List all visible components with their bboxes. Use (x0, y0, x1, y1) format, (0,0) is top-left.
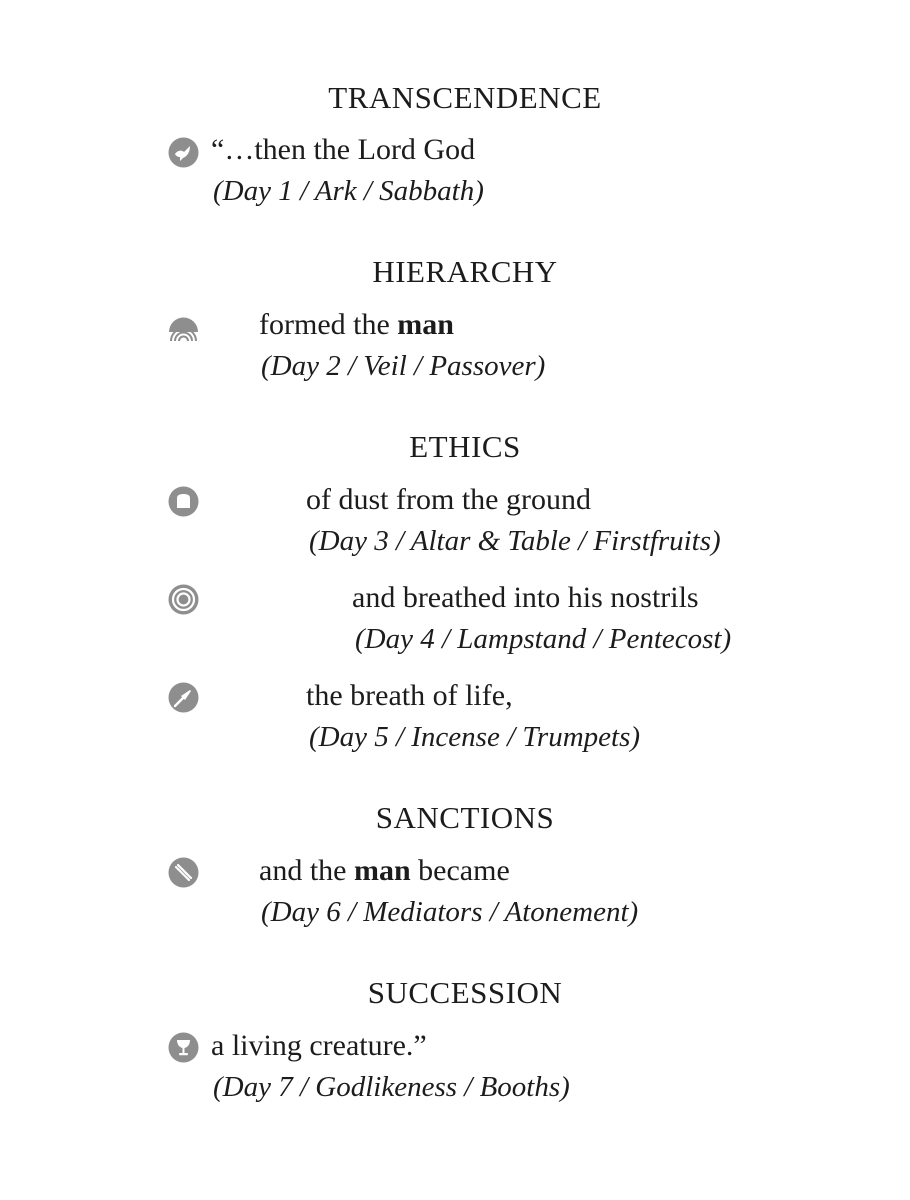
entry-1-reference: (Day 1 / Ark / Sabbath) (213, 175, 484, 207)
entry-3-text-before: of dust from the ground (306, 483, 591, 516)
entry-4-text-before: and breathed into his nostrils (352, 581, 699, 614)
entry-6-text-bold: man (353, 854, 411, 887)
entry-6-text-before: and the (259, 854, 354, 887)
chalice-icon (168, 1032, 199, 1063)
dove-icon (168, 137, 199, 168)
slashed-circle-icon (168, 857, 199, 888)
entry-5-reference: (Day 5 / Incense / Trumpets) (309, 721, 641, 753)
trumpet-icon (168, 682, 199, 713)
entry-6-text (259, 856, 510, 886)
heading-transcendence: TRANSCENDENCE (328, 80, 602, 115)
bread-icon (168, 486, 199, 517)
rainbow-icon (168, 311, 199, 342)
heading-hierarchy: HIERARCHY (372, 254, 558, 289)
entry-3-text (306, 485, 591, 515)
entry-4-reference: (Day 4 / Lampstand / Pentecost) (355, 623, 732, 655)
entry-2-text-bold: man (397, 308, 454, 341)
entry-4-text (352, 583, 699, 613)
entry-6-text-after: became (410, 854, 510, 887)
entry-3-reference: (Day 3 / Altar & Table / Firstfruits) (309, 525, 721, 557)
heading-succession: SUCCESSION (367, 975, 563, 1010)
entry-2-reference: (Day 2 / Veil / Passover) (261, 350, 546, 382)
entry-7-text (211, 1031, 427, 1061)
entry-7-reference: (Day 7 / Godlikeness / Booths) (213, 1071, 570, 1103)
entry-1-text (211, 135, 475, 165)
entry-2-text (259, 310, 454, 340)
entry-7-text-before: a living creature.” (211, 1029, 427, 1062)
entry-5-text-before: the breath of life, (306, 679, 513, 712)
concentric-circles-icon (168, 584, 199, 615)
entry-1-text-before: “…then the Lord God (211, 133, 476, 166)
heading-ethics: ETHICS (409, 429, 521, 464)
entry-2-text-before: formed the (259, 308, 398, 341)
entry-5-text (306, 681, 513, 711)
heading-sanctions: SANCTIONS (375, 800, 555, 835)
entry-6-reference: (Day 6 / Mediators / Atonement) (261, 896, 639, 928)
